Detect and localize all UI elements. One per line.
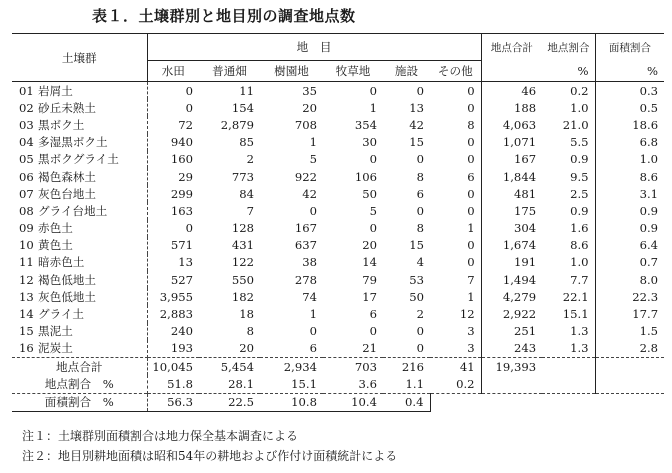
table-row — [12, 254, 664, 271]
soil-name: 褐色低地土 — [38, 272, 96, 287]
soil-code: 14 — [19, 307, 34, 322]
land-use-count-cell: 182 — [231, 289, 254, 304]
soil-code: 11 — [19, 255, 34, 270]
land-use-count-cell: 13 — [409, 100, 424, 115]
footnote-2: 注２：地目別耕地面積は昭和54年の耕地および作付け面積統計による — [22, 449, 398, 463]
land-use-count-cell: 5 — [309, 152, 317, 167]
land-use-count-cell: 354 — [354, 117, 377, 132]
soil-code: 13 — [19, 289, 34, 304]
area-ratio-cell: 6.4 — [639, 238, 659, 253]
land-use-count-cell: 14 — [362, 255, 377, 270]
points-ratio-cell: 0.9 — [542, 151, 595, 168]
soil-group-cell — [12, 237, 147, 254]
soil-group-cell — [12, 254, 147, 271]
points-ratio-cell: 1.3 — [542, 323, 595, 340]
area-ratio-cell: 22.3 — [632, 289, 659, 304]
points-total-cell: 481 — [513, 186, 537, 201]
points-ratio-cell: 15.1 — [542, 305, 595, 322]
empty-cell — [542, 375, 595, 393]
summary-total-cell: 10,045 — [152, 359, 193, 374]
summary-area-cell: 10.4 — [323, 393, 383, 411]
land-use-count-cell: 128 — [231, 221, 254, 236]
land-use-count-cell: 53 — [409, 272, 424, 287]
land-use-count-cell: 42 — [302, 186, 317, 201]
points-ratio-cell: 1.6 — [542, 220, 595, 237]
land-use-count-cell: 5 — [369, 203, 377, 218]
table-row — [12, 168, 664, 185]
land-use-count-cell: 1 — [430, 288, 481, 305]
land-use-count-cell: 193 — [147, 340, 199, 358]
area-ratio-cell: 17.7 — [632, 307, 659, 322]
land-use-count-cell: 773 — [231, 169, 254, 184]
land-use-count-cell: 20 — [302, 100, 317, 115]
land-use-count-cell: 30 — [362, 135, 377, 150]
summary-ratio-cell: 51.8 — [167, 376, 193, 391]
summary-total-row — [12, 358, 664, 376]
land-use-count-cell: 8 — [246, 324, 254, 339]
footnotes — [22, 426, 397, 466]
land-use-count-cell: 1 — [369, 100, 377, 115]
land-use-count-cell: 0 — [185, 100, 193, 115]
soil-group-cell — [12, 134, 147, 151]
land-use-count-cell: 1 — [309, 307, 317, 322]
soil-group-cell — [12, 305, 147, 322]
soil-code: 10 — [19, 238, 34, 253]
land-use-count-cell: 15 — [409, 238, 424, 253]
points-ratio-cell: 5.5 — [542, 134, 595, 151]
land-use-count-cell: 8 — [416, 169, 424, 184]
summary-ratio-cell: 3.6 — [358, 376, 377, 391]
land-use-count-cell: 0 — [430, 185, 481, 202]
soil-group-cell — [12, 220, 147, 237]
soil-name: 黒ボク土 — [38, 117, 85, 132]
soil-group-cell — [12, 271, 147, 288]
land-use-count-cell: 15 — [409, 135, 424, 150]
points-total-cell: 175 — [513, 203, 537, 218]
area-ratio-cell: 0.5 — [639, 100, 659, 115]
land-use-count-cell: 21 — [323, 340, 383, 358]
table-row — [12, 220, 664, 237]
summary-ratio-label: 地点割合 % — [12, 375, 147, 393]
soil-group-cell — [12, 323, 147, 340]
land-use-count-cell: 2 — [416, 307, 424, 322]
soil-name: 砂丘未熟土 — [38, 100, 96, 115]
table-row — [12, 99, 664, 116]
area-ratio-cell: 2.8 — [595, 340, 664, 358]
land-use-count-cell: 7 — [430, 271, 481, 288]
table-row — [12, 288, 664, 305]
col-paddy: 水田 — [147, 61, 199, 82]
soil-name: 褐色森林土 — [38, 169, 96, 184]
land-use-count-cell: 8 — [416, 221, 424, 236]
summary-total-cell: 703 — [354, 359, 377, 374]
soil-group-cell — [12, 202, 147, 219]
land-use-count-cell: 0 — [430, 202, 481, 219]
land-use-count-cell: 12 — [430, 305, 481, 322]
soil-name: グライ土 — [38, 307, 85, 322]
soil-group-cell — [12, 168, 147, 185]
land-use-count-cell: 6 — [260, 340, 323, 358]
summary-ratio-cell: 1.1 — [405, 376, 424, 391]
soil-name: 赤色土 — [38, 221, 73, 236]
points-ratio-cell: 0.2 — [542, 82, 595, 100]
soil-name: 黒泥土 — [38, 324, 73, 339]
points-total-cell: 46 — [521, 83, 537, 98]
soil-group-cell — [12, 151, 147, 168]
land-use-count-cell: 163 — [170, 203, 193, 218]
land-use-count-cell: 0 — [430, 134, 481, 151]
soil-name: 黒ボクグライ土 — [38, 152, 119, 167]
land-use-count-cell: 17 — [362, 289, 377, 304]
land-use-count-cell: 29 — [178, 169, 193, 184]
land-use-count-cell: 122 — [231, 255, 254, 270]
area-ratio-cell: 8.6 — [639, 169, 659, 184]
land-use-count-cell: 3,955 — [159, 289, 193, 304]
summary-area-cell: 10.8 — [260, 393, 323, 411]
summary-total-cell: 41 — [430, 358, 481, 376]
land-use-count-cell: 8 — [430, 116, 481, 133]
soil-code: 12 — [19, 272, 34, 287]
summary-ratio-row — [12, 375, 664, 393]
ratio-header: 地点割合 — [542, 34, 595, 61]
land-use-count-cell: 0 — [416, 83, 424, 98]
area-ratio-cell: 0.9 — [639, 203, 659, 218]
land-use-count-cell: 2 — [246, 152, 254, 167]
land-use-count-cell: 35 — [302, 83, 317, 98]
soil-code: 03 — [19, 117, 34, 132]
land-use-count-cell: 2,879 — [220, 117, 254, 132]
land-use-count-cell: 13 — [178, 255, 193, 270]
area-ratio-cell: 0.3 — [639, 83, 659, 98]
land-use-count-cell: 79 — [362, 272, 377, 287]
land-use-count-cell: 0 — [369, 152, 377, 167]
table-row — [12, 340, 664, 358]
table-row — [12, 185, 664, 202]
land-use-count-cell: 38 — [302, 255, 317, 270]
land-use-count-cell: 3 — [430, 340, 481, 358]
empty-cell — [595, 375, 664, 393]
total-header: 地点合計 — [481, 34, 542, 61]
land-use-count-cell: 50 — [362, 186, 377, 201]
land-use-count-cell: 4 — [416, 255, 424, 270]
land-use-header: 地 目 — [147, 34, 481, 61]
grand-total-cell: 19,393 — [495, 359, 537, 374]
points-total-cell: 304 — [513, 221, 537, 236]
points-total-cell: 251 — [513, 324, 537, 339]
land-use-count-cell: 167 — [294, 221, 317, 236]
area-ratio-cell: 1.0 — [639, 152, 659, 167]
soil-code: 16 — [19, 341, 34, 356]
soil-group-cell — [12, 99, 147, 116]
land-use-count-cell: 0 — [369, 324, 377, 339]
summary-total-cell: 2,934 — [283, 359, 317, 374]
soil-name: 灰色低地土 — [38, 289, 96, 304]
points-ratio-cell: 21.0 — [542, 116, 595, 133]
land-use-count-cell: 0 — [369, 221, 377, 236]
soil-name: 岩屑土 — [38, 83, 73, 98]
land-use-count-cell: 0 — [430, 237, 481, 254]
land-use-count-cell: 0 — [369, 83, 377, 98]
land-use-count-cell: 160 — [170, 152, 193, 167]
soil-group-cell — [12, 116, 147, 133]
table-row — [12, 202, 664, 219]
soil-group-cell — [12, 340, 147, 358]
land-use-count-cell: 0 — [430, 82, 481, 100]
soil-name: 灰色台地土 — [38, 186, 96, 201]
summary-ratio-cell: 28.1 — [228, 376, 254, 391]
summary-ratio-cell: 15.1 — [291, 376, 317, 391]
points-total-cell: 188 — [513, 100, 537, 115]
summary-area-row — [12, 393, 664, 411]
soil-code: 07 — [19, 186, 34, 201]
land-use-count-cell: 20 — [362, 238, 377, 253]
land-use-count-cell: 6 — [369, 307, 377, 322]
soil-code: 06 — [19, 169, 34, 184]
points-ratio-cell: 1.0 — [542, 99, 595, 116]
soil-code: 04 — [19, 135, 34, 150]
land-use-count-cell: 940 — [170, 135, 193, 150]
points-total-cell: 167 — [513, 152, 537, 167]
land-use-count-cell: 0 — [185, 83, 193, 98]
land-use-count-cell: 527 — [170, 272, 193, 287]
soil-group-cell — [12, 185, 147, 202]
soil-code: 15 — [19, 324, 34, 339]
points-ratio-cell: 9.5 — [542, 168, 595, 185]
empty-cell — [481, 375, 542, 393]
soil-code: 08 — [19, 203, 34, 218]
summary-area-label: 面積割合 % — [12, 393, 147, 411]
land-use-count-cell: 240 — [170, 324, 193, 339]
table-row — [12, 134, 664, 151]
land-use-count-cell: 11 — [239, 83, 254, 98]
land-use-count-cell: 708 — [294, 117, 317, 132]
table-row — [12, 82, 664, 100]
land-use-count-cell: 0 — [309, 324, 317, 339]
table-row — [12, 116, 664, 133]
land-use-count-cell: 0 — [309, 203, 317, 218]
survey-points-table — [12, 33, 664, 412]
table-row — [12, 323, 664, 340]
land-use-count-cell: 42 — [409, 117, 424, 132]
summary-area-cell: 56.3 — [147, 393, 199, 411]
soil-code: 02 — [19, 100, 34, 115]
land-use-count-cell: 637 — [294, 238, 317, 253]
land-use-count-cell: 278 — [294, 272, 317, 287]
soil-code: 09 — [19, 221, 34, 236]
summary-area-cell: 0.4 — [383, 393, 430, 411]
area-ratio-cell: 0.9 — [639, 221, 659, 236]
footnote-1: 注１：土壌群別面積割合は地力保全基本調査による — [22, 429, 299, 443]
area-ratio-header: 面積割合 — [595, 34, 664, 61]
land-use-count-cell: 0 — [430, 151, 481, 168]
table-row — [12, 151, 664, 168]
summary-total-cell: 5,454 — [220, 359, 254, 374]
summary-total-label: 地点合計 — [12, 358, 147, 376]
soil-name: グライ台地土 — [38, 203, 108, 218]
land-use-count-cell: 0 — [416, 203, 424, 218]
land-use-count-cell: 50 — [409, 289, 424, 304]
table-row — [12, 237, 664, 254]
points-ratio-cell: 7.7 — [542, 271, 595, 288]
points-total-cell: 243 — [481, 340, 542, 358]
area-ratio-cell: 0.7 — [639, 255, 659, 270]
points-ratio-cell: 0.9 — [542, 202, 595, 219]
points-total-cell: 191 — [513, 255, 537, 270]
points-ratio-cell: 1.0 — [542, 254, 595, 271]
points-total-cell: 1,494 — [502, 272, 537, 287]
points-total-cell: 1,844 — [502, 169, 537, 184]
col-pasture: 牧草地 — [323, 61, 383, 82]
points-ratio-cell: 1.3 — [542, 340, 595, 358]
soil-group-header: 土壌群 — [12, 34, 147, 82]
points-total-cell: 2,922 — [502, 307, 537, 322]
soil-code: 01 — [19, 83, 34, 98]
land-use-count-cell: 550 — [231, 272, 254, 287]
soil-group-cell — [12, 82, 147, 100]
area-ratio-cell: 6.8 — [639, 135, 659, 150]
land-use-count-cell: 74 — [302, 289, 317, 304]
empty-cell — [595, 358, 664, 376]
ratio-unit: % — [542, 61, 595, 82]
land-use-count-cell: 1 — [430, 220, 481, 237]
land-use-count-cell: 6 — [430, 168, 481, 185]
col-orchard: 樹園地 — [260, 61, 323, 82]
points-total-cell: 4,279 — [502, 289, 537, 304]
land-use-count-cell: 2,883 — [159, 307, 193, 322]
soil-name: 多湿黒ボク土 — [38, 135, 108, 150]
land-use-count-cell: 0 — [185, 221, 193, 236]
soil-code: 05 — [19, 152, 34, 167]
area-ratio-cell: 8.0 — [639, 272, 659, 287]
summary-area-cell: 22.5 — [199, 393, 260, 411]
points-total-cell: 4,063 — [502, 117, 537, 132]
table-body — [12, 34, 664, 412]
soil-name: 黄色土 — [38, 238, 73, 253]
land-use-count-cell: 20 — [199, 340, 260, 358]
points-ratio-cell: 22.1 — [542, 288, 595, 305]
col-facility: 施設 — [383, 61, 430, 82]
land-use-count-cell: 7 — [246, 203, 254, 218]
table-row — [12, 271, 664, 288]
total-unit — [481, 61, 542, 82]
col-other: その他 — [430, 61, 481, 82]
land-use-count-cell: 3 — [430, 323, 481, 340]
land-use-count-cell: 0 — [383, 340, 430, 358]
points-ratio-cell: 2.5 — [542, 185, 595, 202]
area-ratio-cell: 1.5 — [639, 324, 659, 339]
empty-cell — [542, 358, 595, 376]
points-total-cell: 1,071 — [502, 135, 537, 150]
empty-cell — [430, 393, 664, 411]
summary-ratio-cell: 0.2 — [430, 375, 481, 393]
area-ratio-unit: % — [595, 61, 664, 82]
land-use-count-cell: 72 — [178, 117, 193, 132]
land-use-count-cell: 0 — [416, 152, 424, 167]
land-use-count-cell: 154 — [231, 100, 254, 115]
land-use-count-cell: 299 — [170, 186, 193, 201]
col-upland: 普通畑 — [199, 61, 260, 82]
land-use-count-cell: 431 — [231, 238, 254, 253]
soil-name: 泥炭土 — [38, 341, 73, 356]
land-use-count-cell: 0 — [416, 324, 424, 339]
area-ratio-cell: 3.1 — [639, 186, 659, 201]
land-use-count-cell: 84 — [239, 186, 254, 201]
land-use-count-cell: 571 — [170, 238, 193, 253]
area-ratio-cell: 18.6 — [632, 117, 659, 132]
points-total-cell: 1,674 — [502, 238, 537, 253]
summary-total-cell: 216 — [401, 359, 424, 374]
soil-name: 暗赤色土 — [38, 255, 85, 270]
land-use-count-cell: 106 — [354, 169, 377, 184]
land-use-count-cell: 922 — [294, 169, 317, 184]
soil-group-cell — [12, 288, 147, 305]
land-use-count-cell: 0 — [430, 99, 481, 116]
land-use-count-cell: 1 — [309, 135, 317, 150]
land-use-count-cell: 6 — [416, 186, 424, 201]
land-use-count-cell: 18 — [239, 307, 254, 322]
table-row — [12, 305, 664, 322]
table-title: 表１．土壌群別と地目別の調査地点数 — [92, 7, 356, 25]
land-use-count-cell: 0 — [430, 254, 481, 271]
points-ratio-cell: 8.6 — [542, 237, 595, 254]
land-use-count-cell: 85 — [239, 135, 254, 150]
